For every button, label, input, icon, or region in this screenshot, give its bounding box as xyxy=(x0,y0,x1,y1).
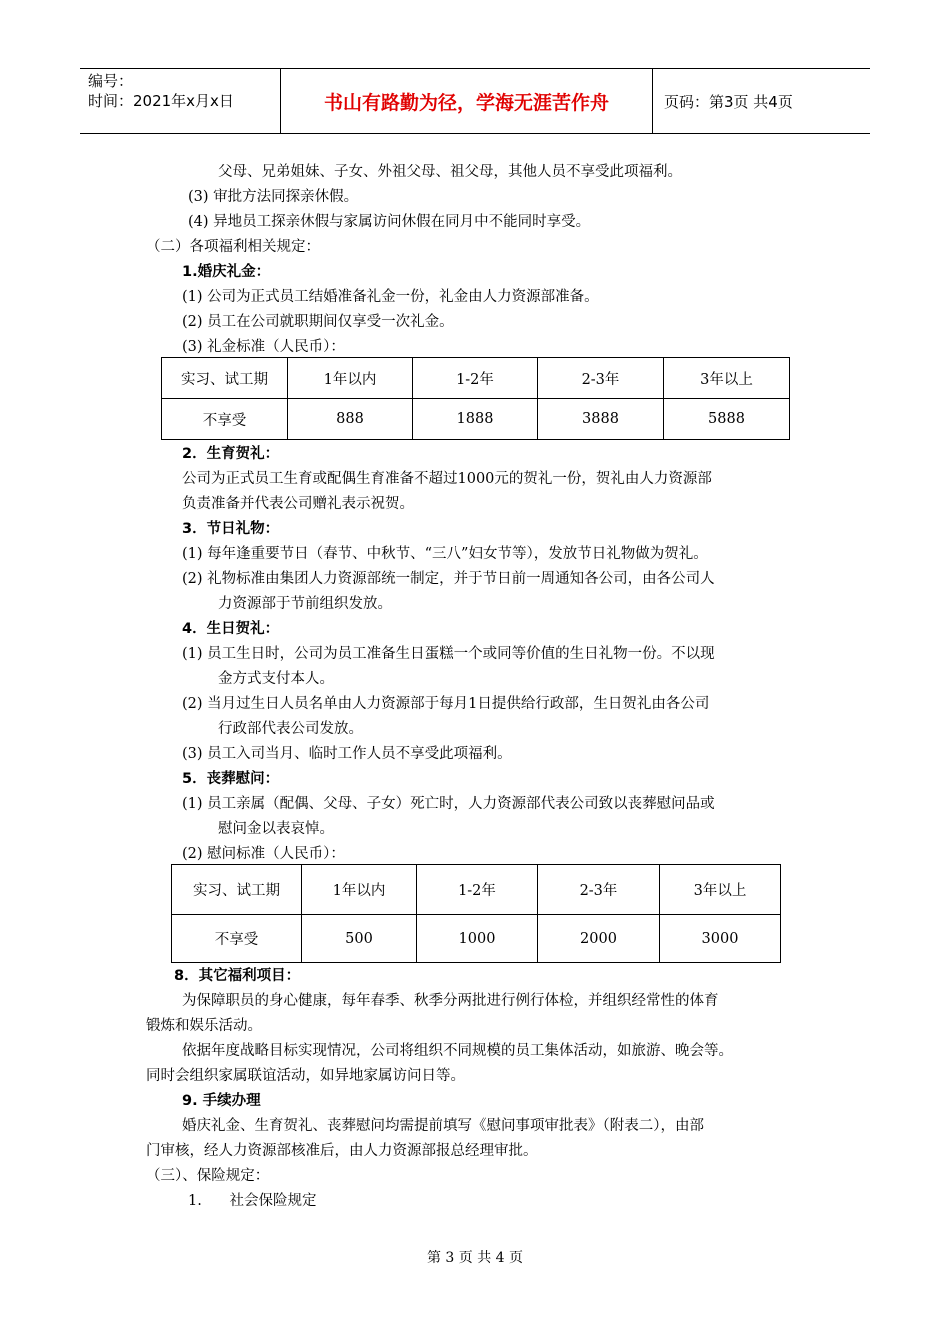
text-line: (2) 慰问标准（人民币）： xyxy=(182,846,345,862)
table-header-cell: 2-3年 xyxy=(538,358,664,399)
header-time: 时间：2021年x月x日 xyxy=(88,92,234,110)
table-cell: 3888 xyxy=(538,399,664,440)
text-line: 负责准备并代表公司赠礼表示祝贺。 xyxy=(182,496,414,512)
table-cell: 2000 xyxy=(538,915,660,963)
item-heading: 2．生育贺礼： xyxy=(182,446,280,462)
text-line: 依据年度战略目标实现情况，公司将组织不同规模的员工集体活动，如旅游、晚会等。 xyxy=(182,1043,733,1059)
table-cell: 1000 xyxy=(417,915,538,963)
header-motto: 书山有路勤为径，学海无涯苦作舟 xyxy=(281,69,653,133)
gift-money-table xyxy=(161,357,790,440)
table-header-cell: 3年以上 xyxy=(660,865,781,915)
text-line: (2) 礼物标准由集团人力资源部统一制定，并于节日前一周通知各公司，由各公司人 xyxy=(182,571,715,587)
item-heading: 9. 手续办理 xyxy=(182,1093,261,1109)
text-line: 行政部代表公司发放。 xyxy=(218,721,363,737)
text-line: (1) 员工生日时，公司为员工准备生日蛋糕一个或同等价值的生日礼物一份。不以现 xyxy=(182,646,715,662)
item-heading: 8．其它福利项目： xyxy=(174,968,301,984)
text-line: (3) 审批方法同探亲休假。 xyxy=(188,189,359,205)
table-cell: 不享受 xyxy=(162,399,288,440)
table-cell: 500 xyxy=(302,915,417,963)
table-header-cell: 1-2年 xyxy=(417,865,538,915)
text-line: 锻炼和娱乐活动。 xyxy=(146,1018,262,1034)
section-heading: （三）、保险规定： xyxy=(146,1168,270,1184)
table-cell: 不享受 xyxy=(172,915,302,963)
text-line: (1) 员工亲属（配偶、父母、子女）死亡时，人力资源部代表公司致以丧葬慰问品或 xyxy=(182,796,715,812)
item-heading: 5．丧葬慰问： xyxy=(182,771,280,787)
text-line: (3) 礼金标准（人民币）： xyxy=(182,339,345,355)
table-header-cell: 实习、试工期 xyxy=(172,865,302,915)
table-header-cell: 3年以上 xyxy=(664,358,790,399)
text-line: 1. 社会保险规定 xyxy=(188,1193,317,1209)
item-heading: 1.婚庆礼金： xyxy=(182,264,271,280)
table-header-cell: 1年以内 xyxy=(288,358,413,399)
header-page-number: 页码：第3页 共4页 xyxy=(664,92,793,111)
text-line: (3) 员工入司当月、临时工作人员不享受此项福利。 xyxy=(182,746,512,762)
text-line: (1) 公司为正式员工结婚准备礼金一份，礼金由人力资源部准备。 xyxy=(182,289,599,305)
item-heading: 3．节日礼物： xyxy=(182,521,280,537)
item-heading: 4．生日贺礼： xyxy=(182,621,280,637)
text-line: (4) 异地员工探亲休假与家属访问休假在同月中不能同时享受。 xyxy=(188,214,591,230)
table-header-cell: 1年以内 xyxy=(302,865,417,915)
table-header-cell: 实习、试工期 xyxy=(162,358,288,399)
section-heading: （二）各项福利相关规定： xyxy=(146,239,320,255)
table-cell: 3000 xyxy=(660,915,781,963)
text-line: (2) 当月过生日人员名单由人力资源部于每月1日提供给行政部，生日贺礼由各公司 xyxy=(182,696,710,712)
text-line: 慰问金以表哀悼。 xyxy=(218,821,334,837)
text-line: (1) 每年逢重要节日（春节、中秋节、“三八”妇女节等），发放节日礼物做为贺礼。 xyxy=(182,546,708,562)
page-header xyxy=(80,68,870,134)
condolence-table xyxy=(171,864,781,963)
page-footer: 第 3 页 共 4 页 xyxy=(426,1250,524,1266)
table-header-cell: 2-3年 xyxy=(538,865,660,915)
text-line: 同时会组织家属联谊活动，如异地家属访问日等。 xyxy=(146,1068,465,1084)
text-line: 父母、兄弟姐妹、子女、外祖父母、祖父母，其他人员不享受此项福利。 xyxy=(218,164,682,180)
text-line: 公司为正式员工生育或配偶生育准备不超过1000元的贺礼一份，贺礼由人力资源部 xyxy=(182,471,712,487)
table-cell: 1888 xyxy=(413,399,538,440)
text-line: (2) 员工在公司就职期间仅享受一次礼金。 xyxy=(182,314,454,330)
header-meta xyxy=(80,69,281,133)
text-line: 门审核，经人力资源部核准后，由人力资源部报总经理审批。 xyxy=(146,1143,538,1159)
text-line: 金方式支付本人。 xyxy=(218,671,334,687)
table-cell: 5888 xyxy=(664,399,790,440)
text-line: 婚庆礼金、生育贺礼、丧葬慰问均需提前填写《慰问事项审批表》（附表二），由部 xyxy=(182,1118,704,1134)
text-line: 力资源部于节前组织发放。 xyxy=(218,596,392,612)
table-cell: 888 xyxy=(288,399,413,440)
header-number: 编号： xyxy=(88,72,134,90)
text-line: 为保障职员的身心健康，每年春季、秋季分两批进行例行体检，并组织经常性的体育 xyxy=(182,993,719,1009)
table-header-cell: 1-2年 xyxy=(413,358,538,399)
